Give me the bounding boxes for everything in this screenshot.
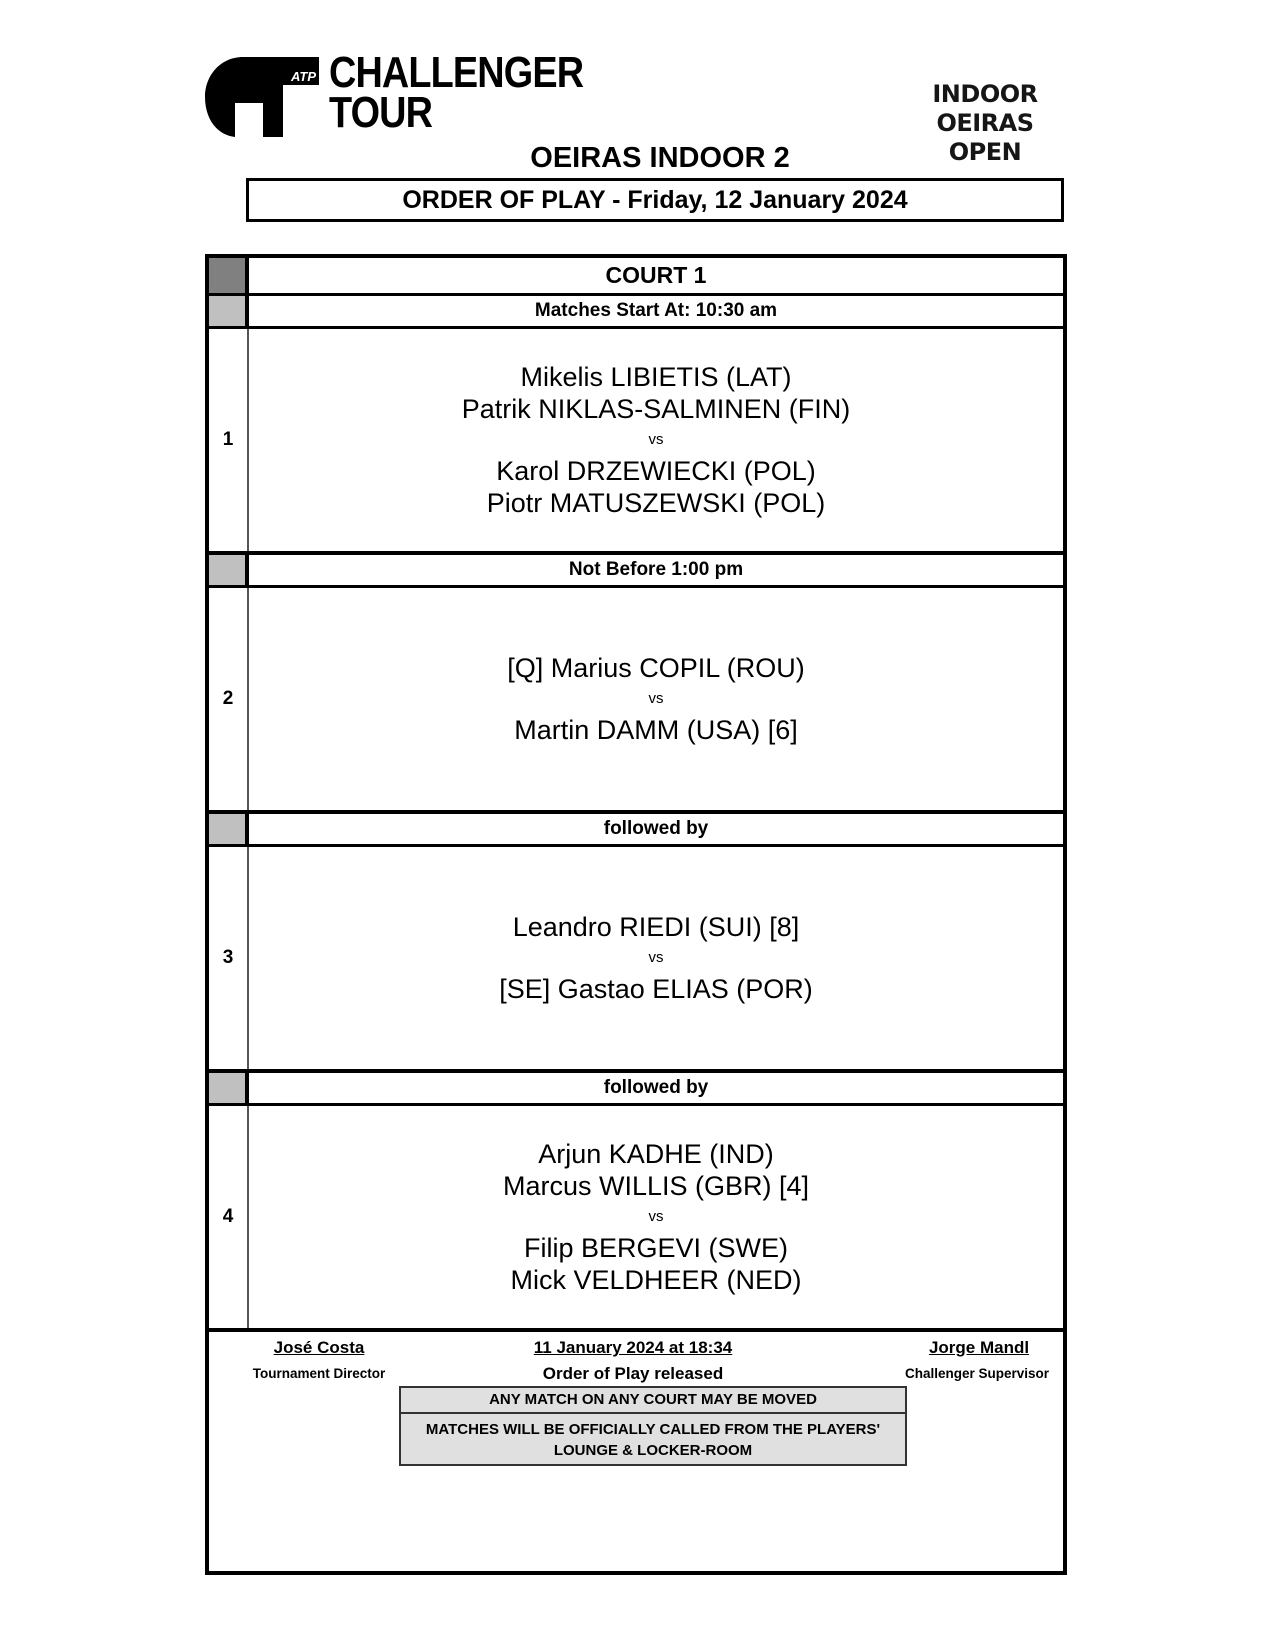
released-timestamp: 11 January 2024 at 18:34 [533, 1338, 733, 1357]
brand-line-1: CHALLENGER [329, 48, 584, 97]
time-header-row [209, 814, 1063, 847]
match-details [249, 588, 1063, 810]
time-header-row [209, 555, 1063, 588]
time-marker [209, 296, 249, 326]
court-name: COURT 1 [605, 262, 707, 288]
challenger-gt-logo-icon [205, 57, 319, 137]
match-number: 3 [209, 847, 249, 1069]
vs-label: vs [648, 949, 664, 966]
vs-label: vs [648, 690, 664, 707]
time-label: Not Before 1:00 pm [568, 559, 744, 580]
match-row [209, 847, 1063, 1073]
player: Arjun KADHE (IND) [538, 1139, 774, 1169]
player: Leandro RIEDI (SUI) [8] [512, 912, 800, 942]
court-marker [209, 258, 249, 293]
vs-label: vs [648, 1208, 664, 1225]
time-marker [209, 555, 249, 585]
atp-challenger-tour-logo [205, 48, 590, 139]
schedule-table [205, 254, 1067, 1575]
match-row [209, 329, 1063, 555]
time-label: Matches Start At: 10:30 am [534, 300, 778, 321]
time-header-row [209, 1073, 1063, 1106]
order-of-play-date: ORDER OF PLAY - Friday, 12 January 2024 [402, 185, 908, 214]
player: [SE] Gastao ELIAS (POR) [499, 974, 813, 1004]
match-number: 4 [209, 1106, 249, 1328]
player: Filip BERGEVI (SWE) [523, 1233, 789, 1263]
match-number: 2 [209, 588, 249, 810]
director-role: Tournament Director [252, 1366, 386, 1381]
player: Marcus WILLIS (GBR) [4] [502, 1171, 810, 1201]
released-label: Order of Play released [542, 1364, 724, 1383]
player: Martin DAMM (USA) [6] [514, 715, 798, 745]
vs-label: vs [648, 431, 664, 448]
court-header-row [209, 258, 1063, 296]
player: Piotr MATUSZEWSKI (POL) [486, 488, 826, 518]
time-marker [209, 1073, 249, 1103]
logo-line-2: OEIRAS [936, 109, 1034, 137]
player: Karol DRZEWIECKI (POL) [496, 456, 816, 486]
logo-line-1: INDOOR [932, 80, 1038, 108]
brand-line-2: TOUR [329, 88, 433, 137]
logo-line-3: OPEN [948, 138, 1022, 166]
match-row [209, 588, 1063, 814]
time-marker [209, 814, 249, 844]
time-label: followed by [603, 1077, 709, 1098]
time-label: followed by [603, 818, 709, 839]
event-title: OEIRAS INDOOR 2 [530, 142, 790, 174]
notice-match-moved: ANY MATCH ON ANY COURT MAY BE MOVED [399, 1386, 907, 1414]
supervisor-role: Challenger Supervisor [904, 1366, 1050, 1381]
player: Mick VELDHEER (NED) [510, 1265, 802, 1295]
match-details [249, 329, 1063, 551]
match-details [249, 847, 1063, 1069]
match-number: 1 [209, 329, 249, 551]
time-header-row [209, 296, 1063, 329]
footer [209, 1332, 1063, 1571]
player: Patrik NIKLAS-SALMINEN (FIN) [461, 394, 851, 424]
atp-badge: ATP [291, 69, 317, 84]
player: [Q] Marius COPIL (ROU) [507, 653, 805, 683]
brand-name [329, 48, 584, 137]
player: Mikelis LIBIETIS (LAT) [520, 362, 792, 392]
director-name: José Costa [273, 1338, 365, 1357]
supervisor-name: Jorge Mandl [928, 1338, 1030, 1357]
match-details [249, 1106, 1063, 1328]
order-of-play-title [246, 178, 1064, 222]
match-row [209, 1106, 1063, 1332]
notice-matches-called: MATCHES WILL BE OFFICIALLY CALLED FROM THE PLAYERS' LOUNGE & LOCKER-ROOM [399, 1412, 907, 1466]
